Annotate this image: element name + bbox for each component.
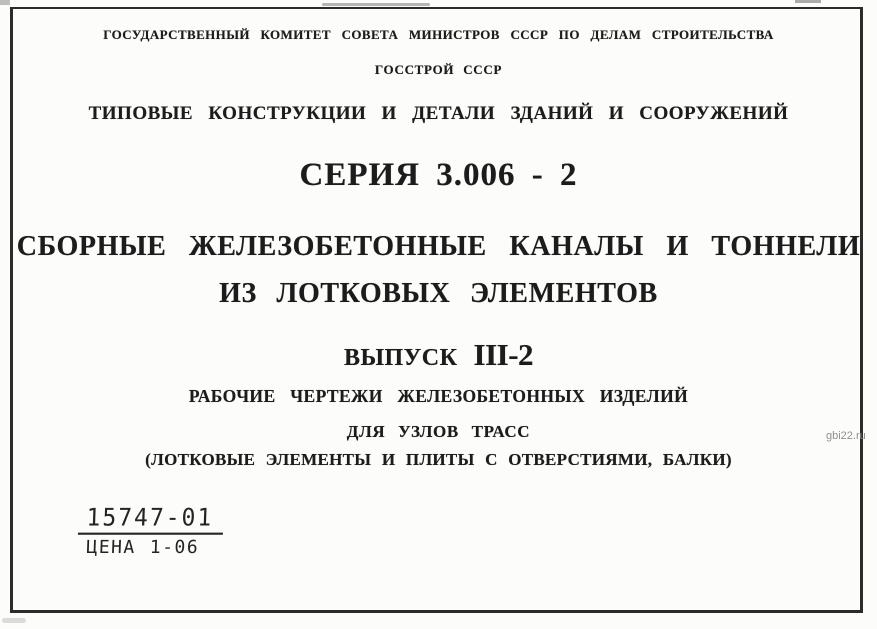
issue-label: ВЫПУСК — [343, 345, 458, 371]
scan-artifact — [322, 3, 430, 6]
main-title-line-1: СБОРНЫЕ ЖЕЛЕЗОБЕТОННЫЕ КАНАЛЫ И ТОННЕЛИ — [16, 231, 861, 262]
series-number: СЕРИЯ 3.006 - 2 — [299, 157, 578, 193]
subtitle-line-2: ДЛЯ УЗЛОВ ТРАСС — [346, 422, 531, 441]
category-title: ТИПОВЫЕ КОНСТРУКЦИИ И ДЕТАЛИ ЗДАНИЙ И СООРУЖЕНИЙ — [88, 103, 789, 124]
site-watermark: gbi22.ru — [826, 430, 866, 442]
price-value: 1-06 — [149, 537, 200, 558]
price-stamp — [77, 505, 224, 558]
organization-line: ГОССТРОЙ СССР — [374, 62, 503, 77]
subtitle-line-3: (ЛОТКОВЫЕ ЭЛЕМЕНТЫ И ПЛИТЫ С ОТВЕРСТИЯМИ, БАЛКИ) — [145, 450, 732, 469]
scan-artifact — [0, 0, 10, 5]
scan-artifact — [795, 0, 821, 3]
issue-line — [0, 337, 877, 373]
stamp-price-line — [77, 537, 223, 558]
price-label: ЦЕНА — [86, 537, 137, 558]
stamp-code: 15747-01 — [78, 504, 224, 534]
subtitle-line-1: РАБОЧИЕ ЧЕРТЕЖИ ЖЕЛЕЗОБЕТОННЫХ ИЗДЕЛИЙ — [188, 386, 689, 406]
main-title-line-2: ИЗ ЛОТКОВЫХ ЭЛЕМЕНТОВ — [219, 278, 658, 309]
scan-artifact — [2, 618, 26, 623]
authority-line: ГОСУДАРСТВЕННЫЙ КОМИТЕТ СОВЕТА МИНИСТРОВ СССР ПО ДЕЛАМ СТРОИТЕЛЬСТВА — [103, 27, 774, 42]
issue-number: III-2 — [473, 337, 534, 372]
